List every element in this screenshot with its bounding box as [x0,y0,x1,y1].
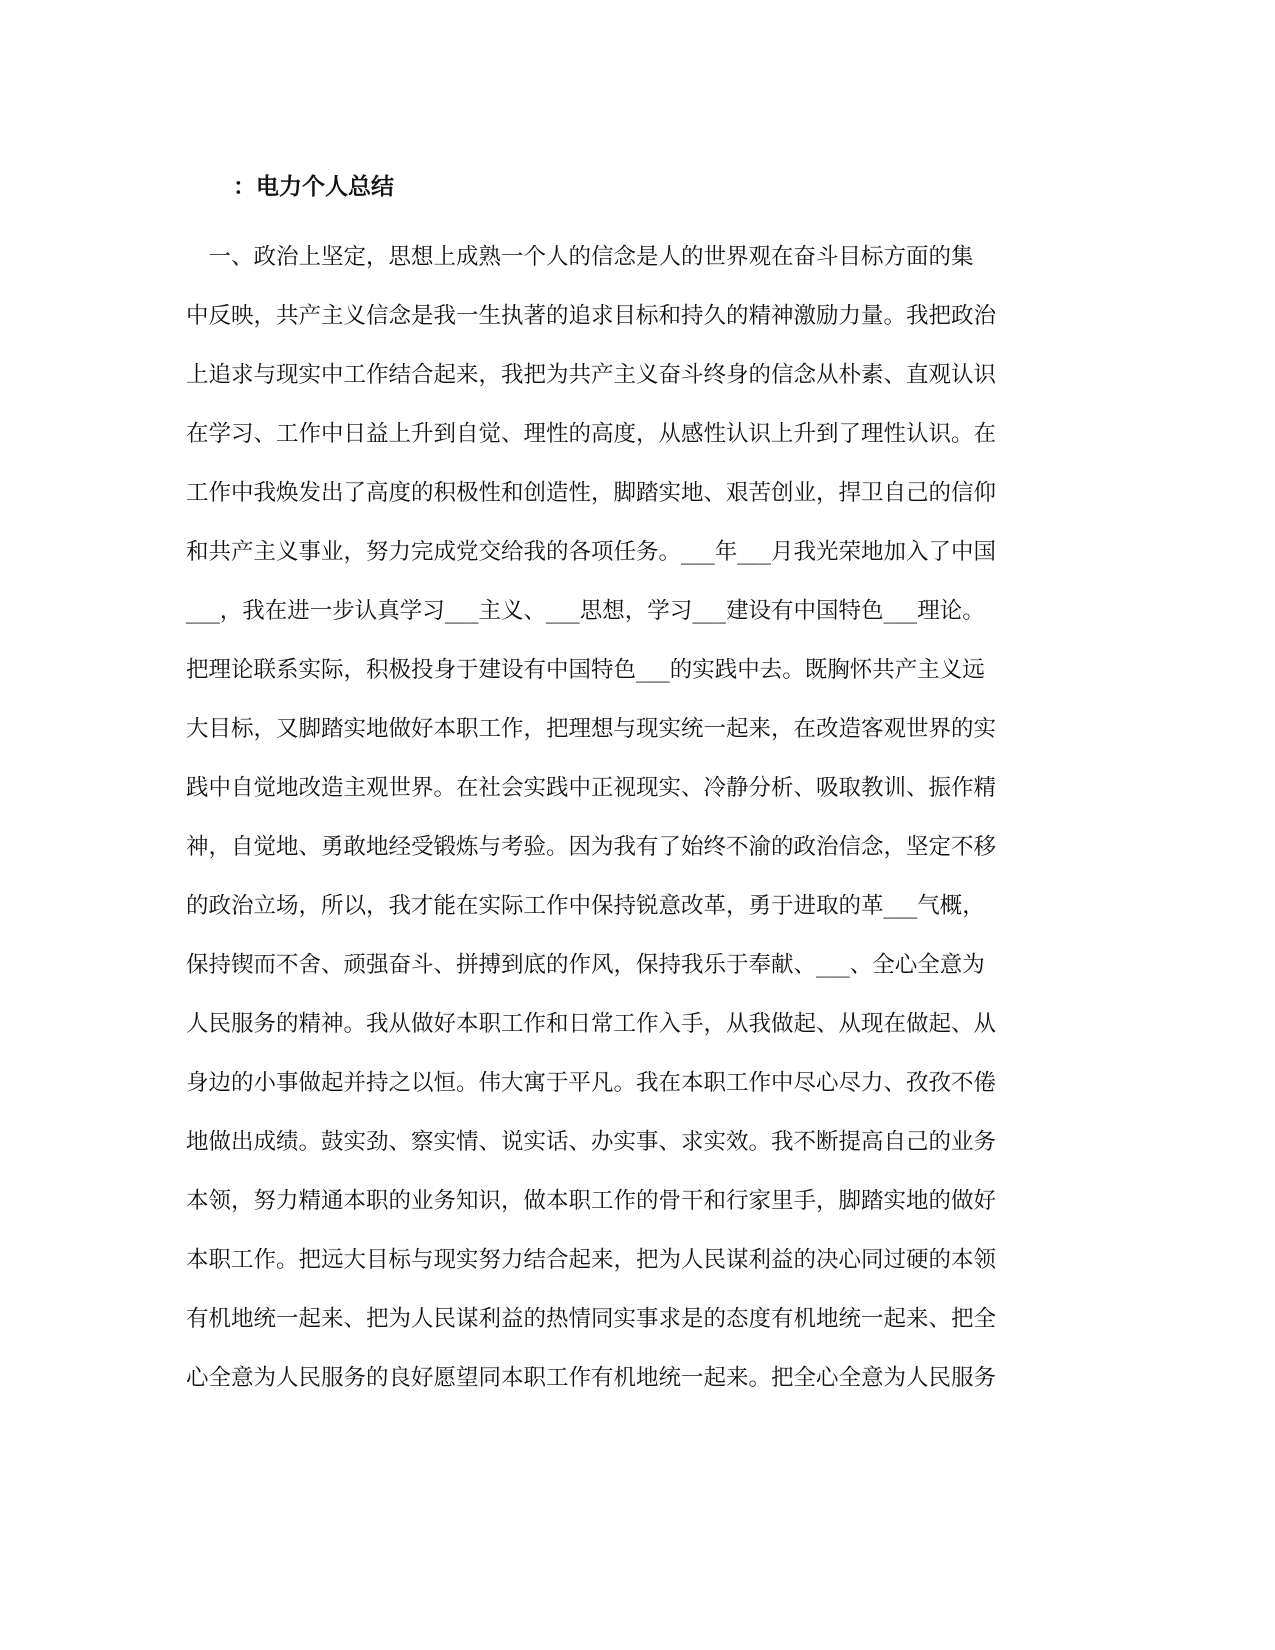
body-line: 中反映，共产主义信念是我一生执著的追求目标和持久的精神激励力量。我把政治 [186,303,997,329]
body-line: 和共产主义事业，努力完成党交给我的各项任务。___年___月我光荣地加入了中国 [186,539,997,565]
document-title: ：电力个人总结 [233,173,394,200]
body-line: 大目标，又脚踏实地做好本职工作，把理想与现实统一起来，在改造客观世界的实 [186,716,997,742]
body-line: ___，我在进一步认真学习___主义、___思想，学习___建设有中国特色___理论。 [186,598,985,624]
body-line: 践中自觉地改造主观世界。在社会实践中正视现实、冷静分析、吸取教训、振作精 [186,775,997,801]
body-line: 有机地统一起来、把为人民谋利益的热情同实事求是的态度有机地统一起来、把全 [186,1306,997,1332]
body-line: 在学习、工作中日益上升到自觉、理性的高度，从感性认识上升到了理性认识。在 [186,421,997,447]
body-line: 工作中我焕发出了高度的积极性和创造性，脚踏实地、艰苦创业，捍卫自己的信仰 [186,480,997,506]
body-line: 上追求与现实中工作结合起来，我把为共产主义奋斗终身的信念从朴素、直观认识 [186,362,997,388]
body-line: 神，自觉地、勇敢地经受锻炼与考验。因为我有了始终不渝的政治信念，坚定不移 [186,834,997,860]
body-line: 本职工作。把远大目标与现实努力结合起来，把为人民谋利益的决心同过硬的本领 [186,1247,997,1273]
body-line: 身边的小事做起并持之以恒。伟大寓于平凡。我在本职工作中尽心尽力、孜孜不倦 [186,1070,997,1096]
document-body [186,228,1086,1408]
body-line: 一、政治上坚定，思想上成熟一个人的信念是人的世界观在奋斗目标方面的集 [186,244,974,270]
body-line: 的政治立场，所以，我才能在实际工作中保持锐意改革，勇于进取的革___气概， [186,893,985,919]
body-line: 把理论联系实际，积极投身于建设有中国特色___的实践中去。既胸怀共产主义远 [186,657,985,683]
body-line: 人民服务的精神。我从做好本职工作和日常工作入手，从我做起、从现在做起、从 [186,1011,997,1037]
body-line: 心全意为人民服务的良好愿望同本职工作有机地统一起来。把全心全意为人民服务 [186,1365,997,1391]
body-line: 地做出成绩。鼓实劲、察实情、说实话、办实事、求实效。我不断提高自己的业务 [186,1129,997,1155]
body-line: 本领，努力精通本职的业务知识，做本职工作的骨干和行家里手，脚踏实地的做好 [186,1188,997,1214]
body-line: 保持锲而不舍、顽强奋斗、拼搏到底的作风，保持我乐于奉献、___、全心全意为 [186,952,985,978]
